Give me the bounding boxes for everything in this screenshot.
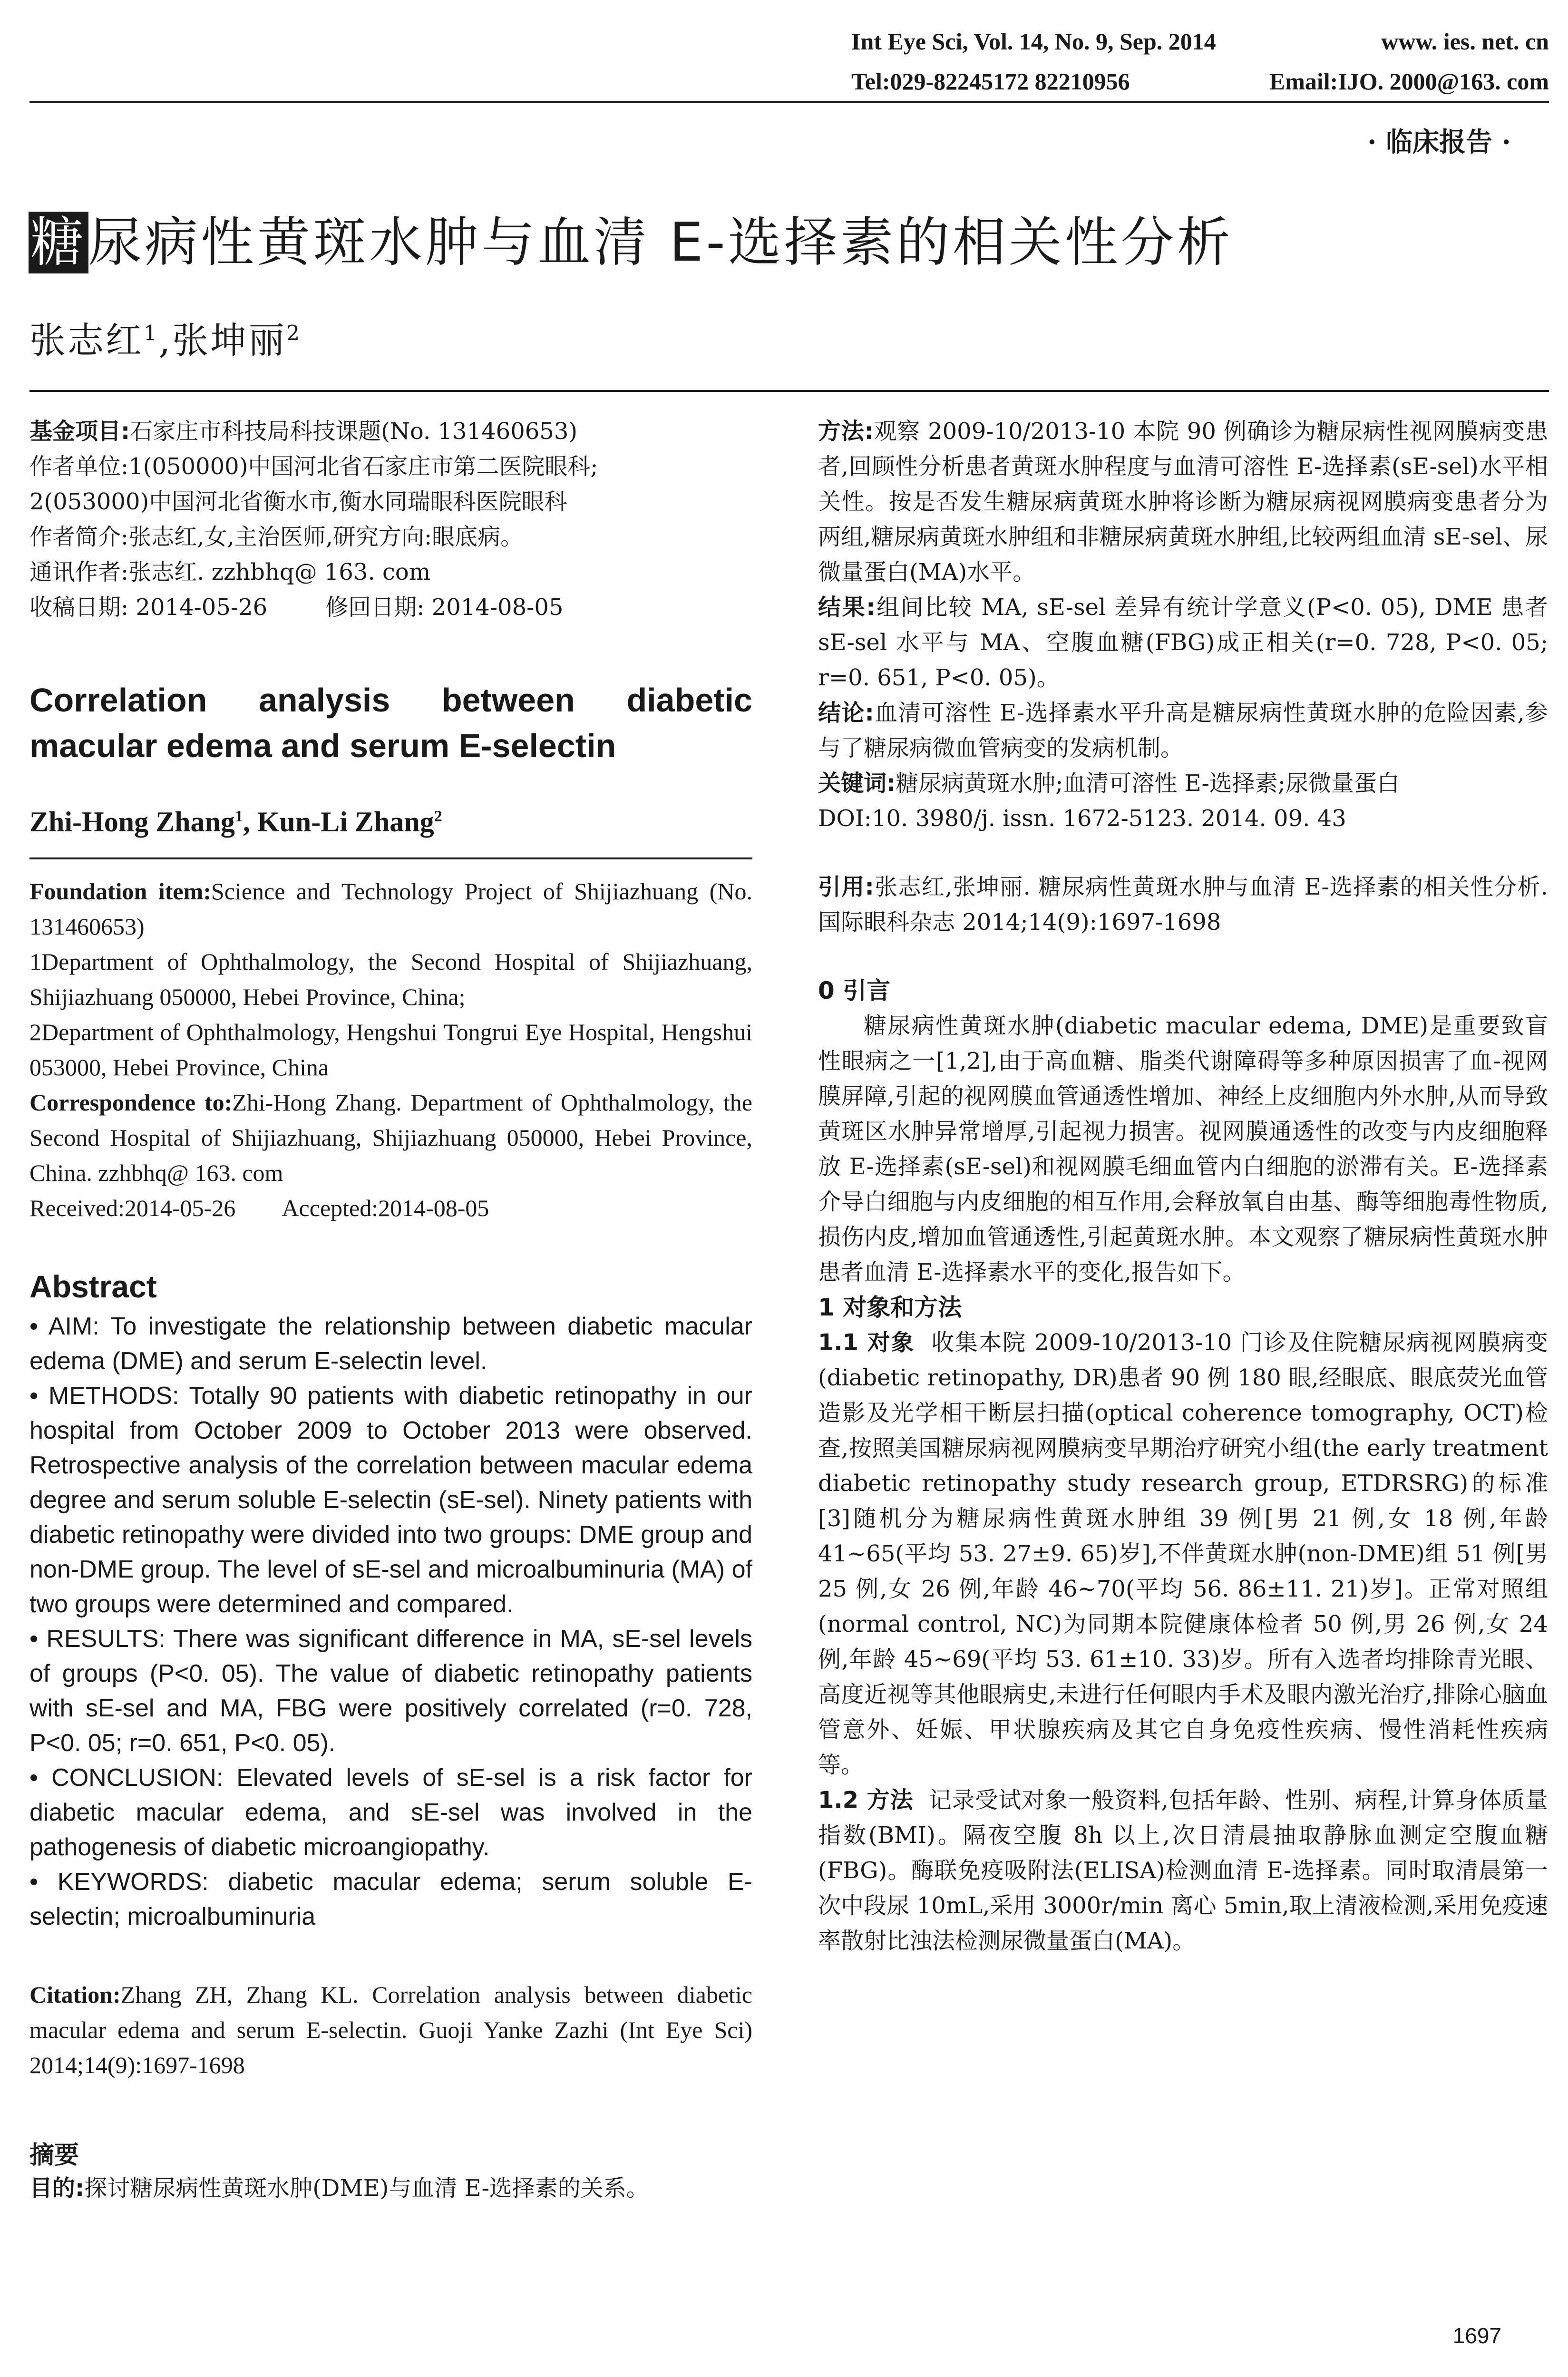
zhaiyao-heading: 摘要 — [29, 2141, 79, 2170]
abstract-cn-jieguo: 结果:组间比较 MA, sE-sel 差异有统计学意义(P<0. 05), DME 患者 sE-sel 水平与 MA、空腹血糖(FBG)成正相关(r=0. 728, P<0. 05; r=0. 651, P<0. 05)。 — [818, 594, 1548, 691]
section-tag: · 临床报告 · — [1367, 127, 1511, 158]
title-drop-char: 糖 — [29, 212, 88, 273]
journal-tel: Tel:029-82245172 82210956 — [851, 68, 1130, 95]
abstract-conclusion: • CONCLUSION: Elevated levels of sE-sel is a risk factor for diabetic macular edema, and sE-sel was involved in the pathogenesis of diabetic microangiopathy. — [29, 1764, 752, 1861]
journal-citation: Int Eye Sci, Vol. 14, No. 9, Sep. 2014 — [851, 28, 1216, 55]
english-authors: Zhi-Hong Zhang$^1$, Kun-Li Zhang$^2$ — [29, 806, 442, 838]
page-number: 1697 — [1452, 2323, 1501, 2348]
abstract-results: • RESULTS: There was significant difference in MA, sE-sel levels of groups (P<0. 05). The value of diabetic retinopathy patients with sE-sel and MA, FBG were positively correlated (r=0. 728, P<0. 05; r=0. 651, P<0. 05). — [29, 1625, 752, 1757]
abstract-keywords: • KEYWORDS: diabetic macular edema; serum soluble E-selectin; microalbuminuria — [29, 1868, 752, 1930]
left-column — [29, 414, 752, 2206]
section-0-text: 糖尿病性黄斑水肿(diabetic macular edema, DME)是重要致盲性眼病之一[1,2],由于高血糖、脂类代谢障碍等多种原因损害了血-视网膜屏障,引起的视网膜血管通透性增加、神经上皮细胞内外水肿,从而导致黄斑区水肿异常增厚,引起视力损害。视网膜通透性的改变与内皮细胞释放 E-选择素(sE-sel)和视网膜毛细血管内白细胞的淤滞有关。E-选择素介导白细胞与内皮细胞的相互作用,会释放氧自由基、酶等细胞毒性物质,损伤内皮,增加血管通透性,引起黄斑水肿。本文观察了糖尿病性黄斑水肿患者血清 E-选择素水平的变化,报告如下。 — [818, 1013, 1548, 1286]
abstract-aim: • AIM: To investigate the relationship between diabetic macular edema (DME) and serum E-selectin level. — [29, 1313, 752, 1375]
english-title: Correlation analysis between diabetic macular edema and serum E-selectin — [29, 682, 752, 764]
abstract-cn-mudi: 目的:探讨糖尿病性黄斑水肿(DME)与血清 E-选择素的关系。 — [29, 2175, 649, 2202]
section-1-2: 1.2 方法 记录受试对象一般资料,包括年龄、性别、病程,计算身体质量指数(BMI)。隔夜空腹 8h 以上,次日清晨抽取静脉血测定空腹血糖(FBG)。酶联免疫吸附法(ELISA)检测血清 E-选择素。同时取清晨第一次中段尿 10mL,采用 3000r/min 离心 5min,取上清液检测,采用免疫速率散射比浊法检测尿微量蛋白(MA)。 — [818, 1787, 1548, 1954]
affiliation-1: 1Department of Ophthalmology, the Second Hospital of Shijiazhuang, Shijiazhuang 050000, Hebei Province, China; — [29, 948, 752, 1010]
correspondence: Correspondence to:Zhi-Hong Zhang. Department of Ophthalmology, the Second Hospital of Shijiazhuang, Shijiazhuang 050000, Hebei Province, China. zzhbhq@ 163. com — [29, 1089, 752, 1186]
citation: Citation:Zhang ZH, Zhang KL. Correlation analysis between diabetic macular edema and serum E-selectin. Guoji Yanke Zazhi (Int Eye Sci) 2014;14(9):1697-1698 — [29, 1981, 752, 2078]
fund-info: 基金项目:石家庄市科技局科技课题(No. 131460653) — [29, 418, 578, 445]
section-1-heading: 1 对象和方法 — [818, 1294, 962, 1321]
authors-rule — [29, 857, 752, 859]
received-dates-cn: 收稿日期: 2014-05-26 修回日期: 2014-08-05 — [29, 594, 564, 621]
abstract-heading: Abstract — [29, 1269, 157, 1304]
affiliation-2: 2Department of Ophthalmology, Hengshui Tongrui Eye Hospital, Hengshui 053000, Hebei Province, China — [29, 1019, 752, 1081]
authors-cn: 张志红$^1$,张坤丽$^2$ — [29, 319, 302, 361]
article-title — [29, 200, 1233, 276]
keywords-cn: 关键词:糖尿病黄斑水肿;血清可溶性 E-选择素;尿微量蛋白 — [818, 770, 1400, 797]
section-0-heading: 0 引言 — [818, 977, 891, 1004]
title-text: 尿病性黄斑水肿与血清 E-选择素的相关性分析 — [88, 212, 1233, 273]
author-unit-2: 2(053000)中国河北省衡水市,衡水同瑞眼科医院眼科 — [29, 488, 567, 515]
journal-website: www. ies. net. cn — [1381, 28, 1549, 55]
abstract-cn-fangfa: 方法:观察 2009-10/2013-10 本院 90 例确诊为糖尿病性视网膜病变患者,回顾性分析患者黄斑水肿程度与血清可溶性 E-选择素(sE-sel)水平相关性。按是否发生糖尿病黄斑水肿将诊断为糖尿病视网膜病变患者分为两组,糖尿病黄斑水肿组和非糖尿病黄斑水肿组,比较两组血清 sE-sel、尿微量蛋白(MA)水平。 — [818, 418, 1548, 585]
corresponding-author: 通讯作者:张志红. zzhbhq@ 163. com — [29, 559, 431, 585]
header-rule — [29, 101, 1549, 103]
abstract-cn-jielun: 结论:血清可溶性 E-选择素水平升高是糖尿病性黄斑水肿的危险因素,参与了糖尿病微血管病变的发病机制。 — [818, 700, 1549, 761]
author-bio: 作者简介:张志红,女,主治医师,研究方向:眼底病。 — [29, 524, 524, 550]
abstract-methods: • METHODS: Totally 90 patients with diabetic retinopathy in our hospital from October 2009 to October 2013 were observed. Retrospective analysis of the correlation between macular edema degree and serum soluble E-selectin (sE-sel). Ninety patients with diabetic retinopathy were divided into two groups: DME group and non-DME group. The level of sE-sel and microalbuminuria (MA) of two groups were determined and compared. — [29, 1382, 752, 1618]
author-unit: 作者单位:1(050000)中国河北省石家庄市第二医院眼科; — [29, 453, 598, 480]
received-accepted: Received:2014-05-26 Accepted:2014-08-05 — [29, 1195, 489, 1221]
citation-cn: 引用:张志红,张坤丽. 糖尿病性黄斑水肿与血清 E-选择素的相关性分析. 国际眼科杂志 2014;14(9):1697-1698 — [818, 874, 1548, 935]
title-rule — [29, 390, 1549, 392]
right-column — [818, 414, 1548, 1958]
author-2: 张坤丽 — [172, 319, 287, 361]
section-1-1: 1.1 对象 收集本院 2009-10/2013-10 门诊及住院糖尿病视网膜病变(diabetic retinopathy, DR)患者 90 例 180 眼,经眼底、眼底荧光血管造影及光学相干断层扫描(optical coherence tomography, OCT)检查,按照美国糖尿病视网膜病变早期治疗研究小组(the early treatment diabetic retinopathy study research group, ETDRSRG)的标准[3]随机分为糖尿病性黄斑水肿组 39 例[男 21 例,女 18 例,年龄 41~65(平均 53. 27±9. 65)岁],不伴黄斑水肿(non-DME)组 51 例[男 25 例,女 26 例,年龄 46~70(平均 56. 86±11. 21)岁]。正常对照组(normal control, NC)为同期本院健康体检者 50 例,男 26 例,女 24 例,年龄 45~69(平均 53. 61±10. 33)岁。所有入选者均排除青光眼、高度近视等其他眼病史,未进行任何眼内手术及眼内激光治疗,排除心脑血管意外、妊娠、甲状腺疾病及其它自身免疫性疾病、慢性消耗性疾病等。 — [818, 1329, 1549, 1778]
author-1: 张志红 — [29, 319, 144, 361]
foundation-item: Foundation item:Science and Technology Project of Shijiazhuang (No. 131460653) — [29, 878, 752, 940]
doi: DOI:10. 3980/j. issn. 1672-5123. 2014. 09. 43 — [818, 805, 1346, 832]
journal-email: Email:IJO. 2000@163. com — [1269, 68, 1549, 95]
